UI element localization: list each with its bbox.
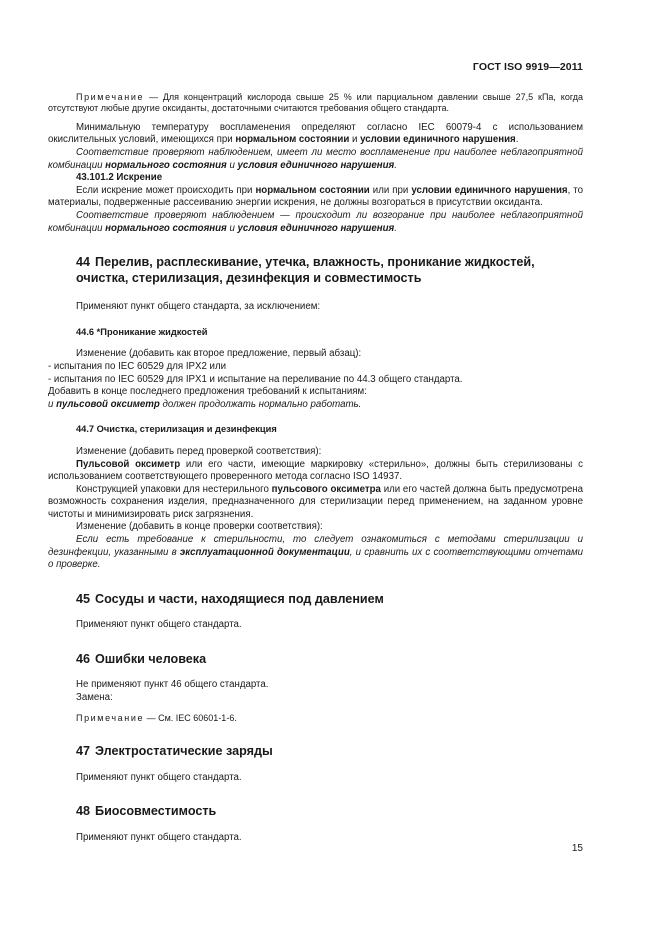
line-ipx2: - испытания по IEC 60529 для IPX2 или [48, 360, 227, 372]
section-46-line-1: Не применяют пункт 46 общего стандарта. [76, 679, 269, 691]
text-run: и [349, 134, 361, 146]
section-45-text: Применяют пункт общего стандарта. [76, 619, 242, 631]
subsection-44-6-heading: 44.6 *Проникание жидкостей [76, 326, 208, 337]
text-run: Минимальную температуру воспламенения определяют согласно IEC 60079-4 с использованием окислительных условий, имеющихся при [48, 121, 583, 146]
section-title: Перелив, расплескивание, утечка, влажность, проникание жидкостей, очистка, стерилизация, дезинфекция и совместимость [76, 255, 535, 285]
paragraph-compliance-ignition [48, 147, 583, 172]
text-run: и [226, 159, 238, 171]
text-run: Соответствие проверяют наблюдением, имеет ли место воспламенение при наиболее неблагоприятной комбинации [48, 147, 583, 171]
term-single-fault: условии единичного нарушения [411, 184, 568, 196]
paragraph-sterile-marking [48, 459, 583, 484]
term-normal-condition: нормальном состоянии [255, 184, 370, 196]
section-44-intro: Применяют пункт общего стандарта, за исключением: [76, 301, 321, 313]
section-number: 48 [76, 804, 91, 819]
text-run: . [394, 159, 397, 171]
note-label: Примечание [76, 712, 145, 723]
term-single-fault: условия единичного нарушения [237, 159, 395, 171]
term-normal-condition: нормальном состоянии [235, 134, 350, 146]
paragraph-compliance-sparking [48, 210, 583, 235]
page-body [48, 92, 583, 844]
text-run: . [515, 134, 519, 146]
section-title: Электростатические заряды [95, 744, 273, 759]
note-text: — См. IEC 60601-1-6. [144, 712, 237, 723]
line-oximeter-works [48, 399, 583, 412]
section-title: Сосуды и части, находящиеся под давлением [95, 591, 384, 606]
section-title: Биосовместимость [95, 804, 217, 819]
section-46-note [48, 713, 583, 724]
section-title: Ошибки человека [95, 651, 207, 666]
section-45-heading [48, 592, 583, 608]
section-46-line-2: Замена: [76, 692, 113, 704]
section-48-heading [48, 804, 583, 820]
section-46-heading [48, 652, 583, 668]
text-run: . [394, 222, 397, 234]
text-run: Если искрение может происходить при [76, 184, 256, 196]
term-single-fault: условии единичного нарушения [360, 134, 516, 146]
line-change-444: Изменение (добавить как второе предложение, первый абзац): [76, 348, 362, 360]
document-header: ГОСТ ISO 9919—2011 [472, 61, 583, 73]
subsection-44-7-heading: 44.7 Очистка, стерилизация и дезинфекция [76, 424, 277, 435]
section-44-heading [48, 255, 583, 286]
term-pulse-oximeter: пульсового оксиметра [271, 483, 381, 495]
section-number: 44 [76, 255, 91, 270]
paragraph-min-temperature [48, 122, 583, 147]
paragraph-sterility-requirement [48, 534, 583, 572]
text-run: или его части, имеющие маркировку «стерильно», должны быть стерилизованы с использованием соответствующего проверенного метода согласно ISO 14937. [48, 458, 583, 483]
note-label: Примечание [76, 92, 145, 102]
term-operating-documentation: эксплуатационной документации [179, 546, 350, 558]
text-run: Если есть требование к стерильности, то следует ознакомиться с методами стерилизации и дезинфекции, указанными в [48, 534, 583, 558]
term-pulse-oximeter: пульсовой оксиметр [56, 398, 160, 410]
subsection-43-101-2-heading: 43.101.2 Искрение [76, 172, 163, 184]
text-run: и [226, 222, 238, 234]
page-number: 15 [571, 843, 583, 854]
section-47-text: Применяют пункт общего стандарта. [76, 771, 242, 783]
paragraph-sparking [48, 185, 583, 210]
line-add-end: Добавить в конце последнего предложения требований к испытаниям: [48, 386, 367, 398]
note-text: — Для концентраций кислорода свыше 25 % или парциальном давлении свыше 27,5 кПа, когда отсутствуют любые другие оксиданты, достаточными считаются требования общего стандарта. [48, 92, 583, 114]
text-run: , и сравнить их с соответствующими отчетами о проверке. [48, 546, 583, 571]
text-run: и [48, 398, 57, 410]
line-change-after-check: Изменение (добавить в конце проверки соответствия): [76, 521, 323, 533]
text-run: или его частей должна быть предусмотрена возможность сохранения изделия, предназначенного для стерилизации перед применением, на заданном уровне чистоты и минимизировать риск загрязнения. [48, 483, 583, 520]
text-run: , то материалы, подверженные рассеиванию энергии искрения, не должны возгораться в присутствии оксиданта. [48, 184, 583, 209]
term-single-fault: условия единичного нарушения [237, 222, 395, 234]
text-run: или при [369, 184, 412, 196]
section-48-text: Применяют пункт общего стандарта. [76, 831, 242, 843]
section-number: 47 [76, 744, 91, 759]
text-run: Конструкцией упаковки для нестерильного [76, 483, 272, 495]
note-oxygen [48, 92, 583, 115]
line-ipx1: - испытания по IEC 60529 для IPX1 и испытание на переливание по 44.3 общего стандарта. [48, 373, 463, 385]
text-run: Соответствие проверяют наблюдением — происходит ли возгорание при наиболее неблагоприятной комбинации [48, 209, 583, 234]
term-normal-condition: нормального состояния [105, 222, 227, 234]
line-change-before-check: Изменение (добавить перед проверкой соответствия): [76, 445, 322, 457]
text-run: должен продолжать нормально работать. [159, 398, 362, 410]
paragraph-packaging [48, 484, 583, 522]
term-normal-condition: нормального состояния [105, 159, 227, 171]
section-47-heading [48, 744, 583, 760]
section-number: 45 [76, 591, 91, 606]
term-pulse-oximeter: Пульсовой оксиметр [76, 458, 181, 470]
section-number: 46 [76, 651, 91, 666]
